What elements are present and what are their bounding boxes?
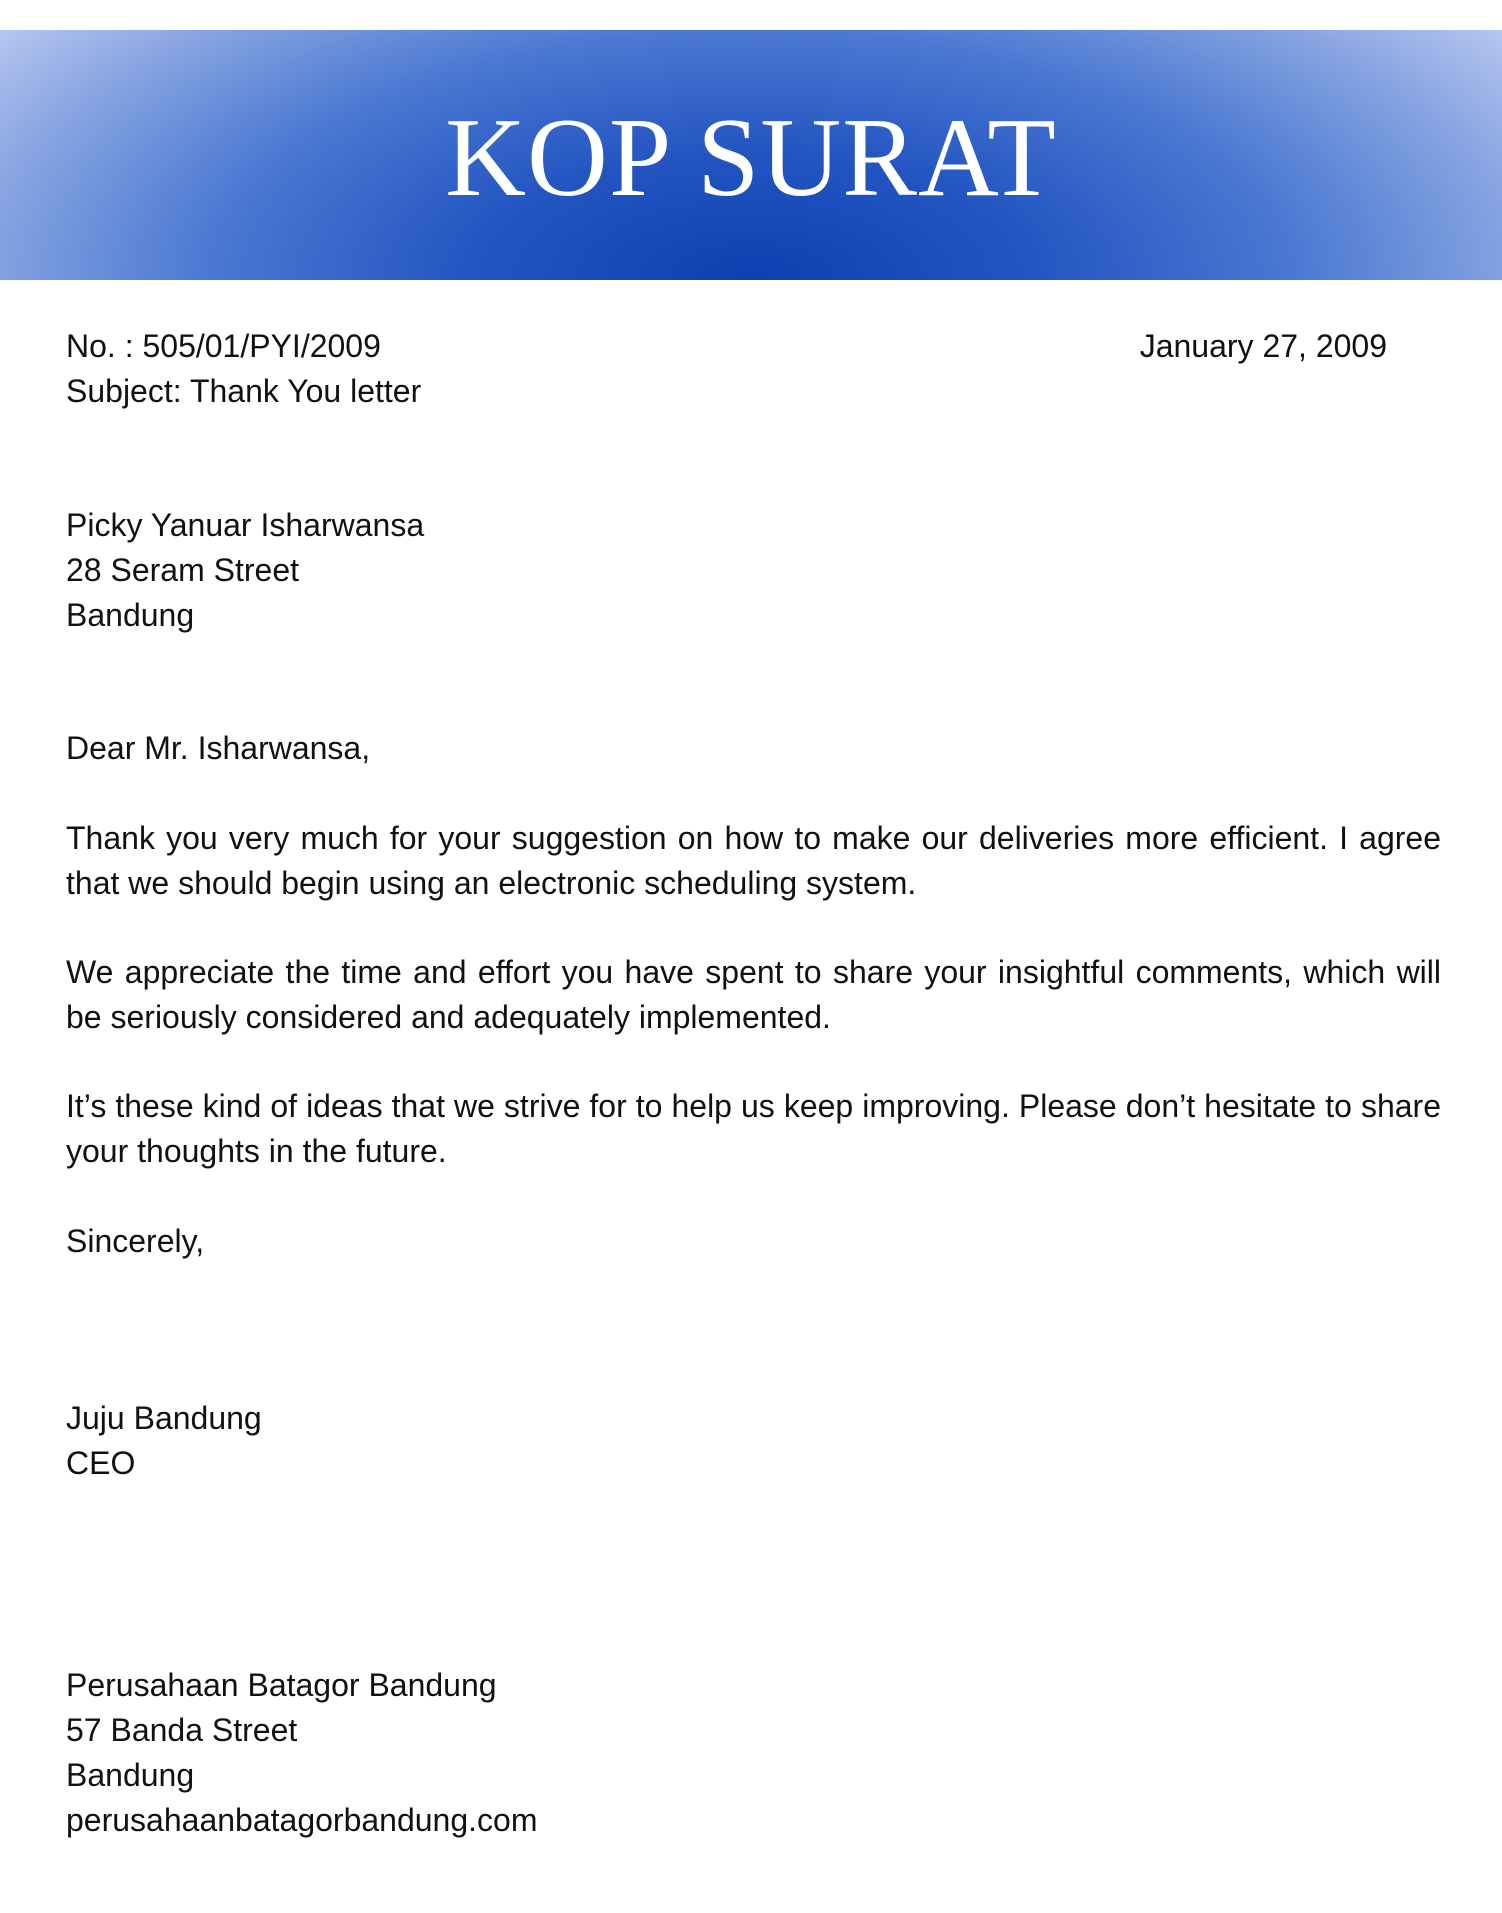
letter-number: No. : 505/01/PYI/2009 [66, 328, 381, 364]
letterhead-banner [0, 30, 1502, 280]
signature-block [66, 1396, 262, 1486]
letterhead-title: KOP SURAT [445, 96, 1057, 220]
company-city: Bandung [66, 1757, 195, 1793]
signatory-title: CEO [66, 1445, 136, 1481]
company-footer [66, 1663, 537, 1843]
letter-subject: Subject: Thank You letter [66, 373, 422, 409]
recipient-name: Picky Yanuar Isharwansa [66, 507, 425, 543]
letter-date: January 27, 2009 [1139, 328, 1387, 364]
body-paragraph-1: Thank you very much for your suggestion on how to make our deliveries more efficient. I agree that we should begin using an electronic scheduling system. [66, 820, 1441, 901]
company-street: 57 Banda Street [66, 1712, 298, 1748]
recipient-city: Bandung [66, 597, 195, 633]
signatory-name: Juju Bandung [66, 1400, 262, 1436]
company-name: Perusahaan Batagor Bandung [66, 1667, 497, 1703]
recipient-address [66, 503, 424, 638]
body-paragraph-3: It’s these kind of ideas that we strive for to help us keep improving. Please don’t hesitate to share your thoughts in the future. [66, 1088, 1441, 1169]
body-paragraph-2: We appreciate the time and effort you have spent to share your insightful comments, which will be seriously considered and adequately implemented. [66, 954, 1441, 1035]
closing: Sincerely, [66, 1223, 205, 1259]
salutation: Dear Mr. Isharwansa, [66, 730, 371, 766]
recipient-street: 28 Seram Street [66, 552, 299, 588]
company-website: perusahaanbatagorbandung.com [66, 1802, 538, 1838]
